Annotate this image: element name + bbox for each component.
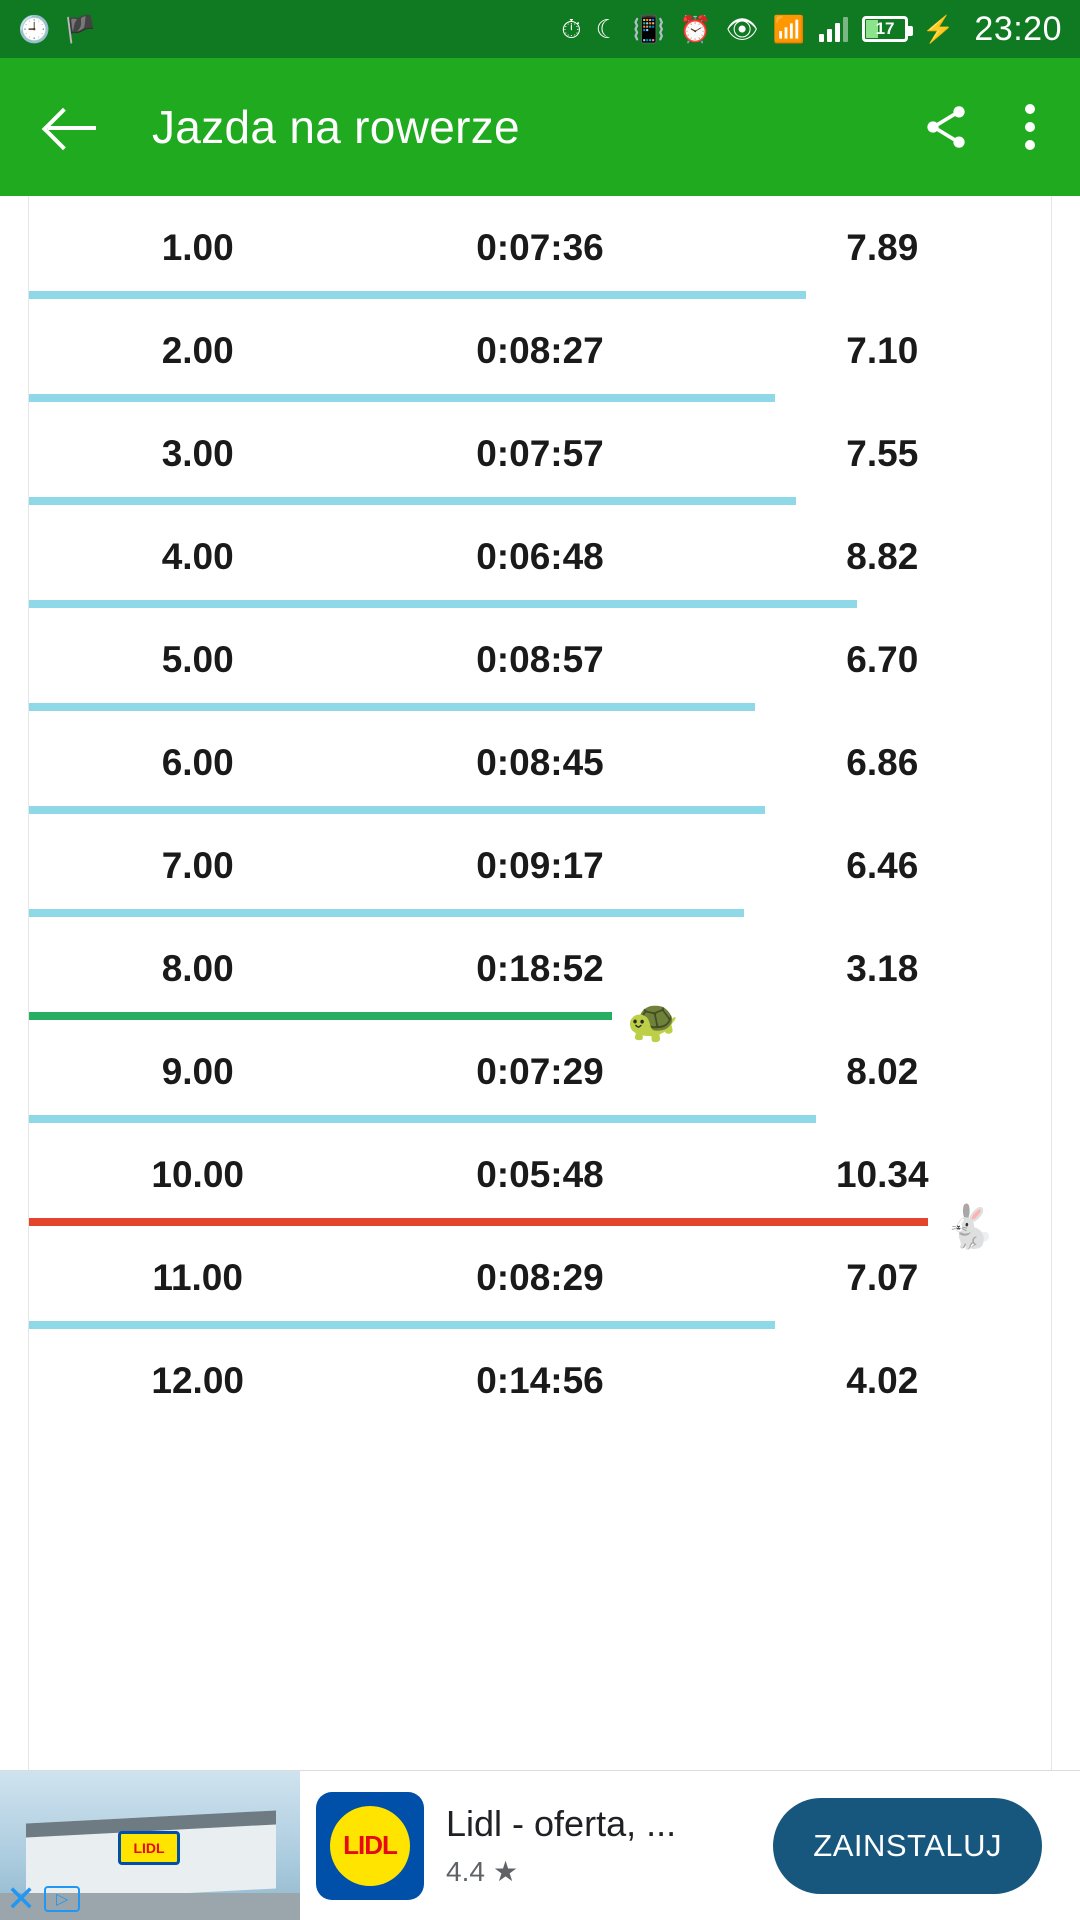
split-speed: 7.55 [846,432,919,474]
table-row[interactable] [29,917,1051,1044]
split-speed: 4.02 [846,1359,919,1401]
overflow-menu-icon[interactable] [1024,101,1036,153]
turtle-icon: 🐢 [626,997,680,1044]
table-row[interactable] [29,608,1051,711]
do-not-disturb-icon: 🕘 [18,14,51,44]
split-time: 0:05:48 [476,1153,604,1195]
split-bar-track [29,806,1051,814]
star-icon: ★ [492,1856,519,1887]
split-distance: 5.00 [161,638,234,680]
split-bar-slowest [29,1012,612,1020]
split-bar-fastest [29,1218,928,1226]
split-distance: 6.00 [161,741,234,783]
split-time: 0:09:17 [476,844,604,886]
table-row[interactable] [29,402,1051,505]
signal-icon [819,16,848,42]
splits-table [28,196,1052,1770]
split-distance: 7.00 [161,844,234,886]
split-distance: 3.00 [161,432,234,474]
close-ad-icon[interactable]: ✕ [6,1877,37,1919]
status-bar-left-icons [18,16,97,42]
split-time: 0:08:27 [476,329,604,371]
eye-care-icon: 👁 [725,14,759,44]
split-bar-track [29,997,1051,1044]
app-bar-actions [920,101,1036,153]
split-distance: 8.00 [161,947,234,989]
status-bar-right-icons [561,10,1062,49]
table-row[interactable] [29,196,1051,299]
status-bar-clock: 23:20 [974,9,1062,48]
ad-banner[interactable] [0,1770,1080,1920]
split-distance: 1.00 [161,226,234,268]
split-bar-track [29,497,1051,505]
install-button[interactable]: ZAINSTALUJ [773,1798,1042,1894]
split-bar-track [29,291,1051,299]
alarm-icon: ⏰ [679,14,712,44]
split-time: 0:07:36 [476,226,604,268]
split-speed: 8.02 [846,1050,919,1092]
split-time: 0:07:29 [476,1050,604,1092]
table-row[interactable] [29,711,1051,814]
split-bar-track [29,1115,1051,1123]
ad-rating-value: 4.4 [446,1855,485,1887]
split-time: 0:06:48 [476,535,604,577]
split-speed: 7.10 [846,329,919,371]
ad-app-logo [316,1792,424,1900]
ad-text-block [424,1803,773,1888]
status-bar [0,0,1080,58]
split-distance: 12.00 [151,1359,244,1401]
split-distance: 9.00 [161,1050,234,1092]
back-arrow-icon[interactable] [44,99,100,155]
split-bar-track [29,703,1051,711]
split-bar-track [29,600,1051,608]
vibrate-icon: 📳 [632,14,666,44]
split-bar [29,497,796,505]
split-speed: 7.07 [846,1256,919,1298]
split-bar-track [29,394,1051,402]
ad-store-sign: LIDL [118,1831,180,1865]
ad-title: Lidl - oferta, ... [446,1803,677,1844]
split-time: 0:08:57 [476,638,604,680]
charging-icon: ⚡ [922,14,955,44]
split-distance: 11.00 [152,1256,243,1298]
ad-app-logo-text: LIDL [330,1806,410,1886]
rabbit-icon: 🐇 [943,1203,996,1250]
split-bar [29,1321,775,1329]
table-row[interactable] [29,1329,1051,1432]
table-row[interactable] [29,299,1051,402]
flag-icon: 🏴 [64,14,97,44]
split-distance: 2.00 [161,329,234,371]
split-speed: 6.46 [846,844,919,886]
moon-icon: ☾ [595,14,619,44]
table-row[interactable] [29,505,1051,608]
table-row[interactable] [29,1226,1051,1329]
wifi-icon: 📶 [772,14,806,44]
table-row[interactable] [29,814,1051,917]
split-distance: 4.00 [161,535,234,577]
ad-image [0,1771,300,1920]
split-bar [29,806,765,814]
power-saving-icon: ⏱ [561,14,582,44]
split-bar [29,1115,816,1123]
split-distance: 10.00 [151,1153,244,1195]
split-bar [29,909,744,917]
split-bar [29,291,806,299]
split-bar-track [29,909,1051,917]
page-title: Jazda na rowerze [152,101,520,153]
split-speed: 6.86 [846,741,919,783]
battery-icon [862,16,908,42]
share-icon[interactable] [920,101,972,153]
ad-controls [6,1877,80,1919]
split-speed: 8.82 [846,535,919,577]
app-bar [0,58,1080,196]
split-speed: 6.70 [846,638,919,680]
table-row[interactable] [29,1123,1051,1250]
split-speed: 7.89 [846,226,919,268]
split-bar-track [29,1321,1051,1329]
table-row[interactable] [29,1020,1051,1123]
split-bar [29,703,755,711]
split-bar [29,600,857,608]
split-speed: 10.34 [835,1153,929,1195]
split-time: 0:07:57 [476,432,604,474]
ad-rating [446,1855,773,1888]
splits-list[interactable] [0,196,1080,1770]
split-bar-track [29,1203,1051,1250]
split-bar [29,394,775,402]
split-speed: 3.18 [846,947,919,989]
split-time: 0:18:52 [476,947,604,989]
split-time: 0:08:29 [476,1256,604,1298]
split-time: 0:08:45 [476,741,604,783]
split-time: 0:14:56 [476,1359,604,1401]
adchoices-icon[interactable]: ▷ [44,1886,80,1912]
battery-percent: 17 [875,19,895,38]
